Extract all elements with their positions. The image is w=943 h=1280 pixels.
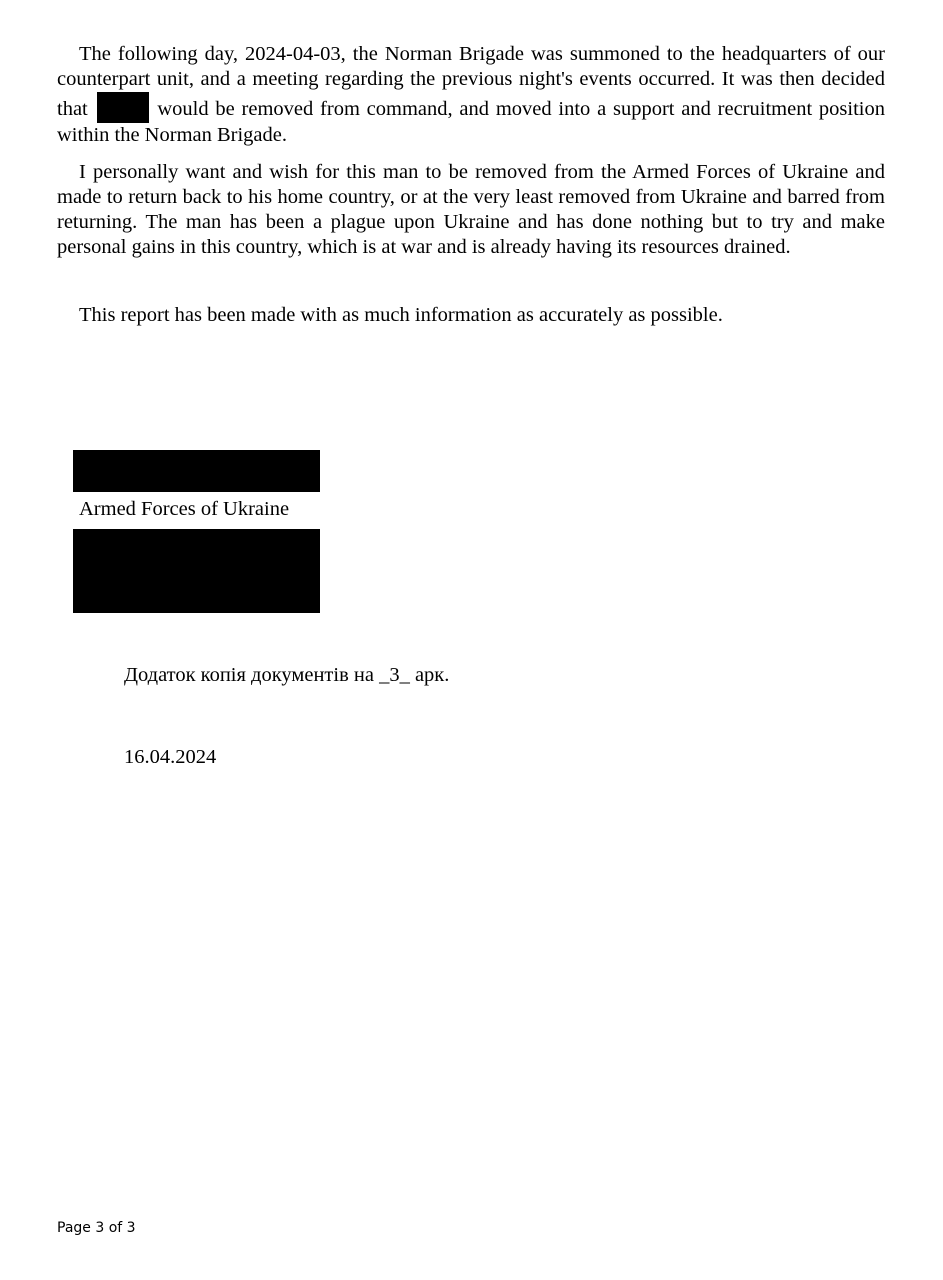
body-paragraph-1 (57, 42, 885, 148)
paragraph-1-text-start: The following day, 2024-04-03, the Norman Brigade was summoned to the headquarters of our counterpart unit, and a meeting regarding the previous night's events occurred. It was then decided that (57, 43, 885, 120)
redacted-signatory-name (73, 450, 320, 492)
paragraph-1-text-end: would be removed from command, and moved into a support and recruitment position within the Norman Brigade. (57, 98, 885, 146)
redacted-name-inline (97, 92, 149, 123)
body-paragraph-2: I personally want and wish for this man to be removed from the Armed Forces of Ukraine and made to return back to his home country, or at the very least removed from Ukraine and barred from returning. The man has been a plague upon Ukraine and has done nothing but to try and make personal gains in this country, which is at war and is already having its resources drained. (57, 161, 885, 258)
signature-organization: Armed Forces of Ukraine (79, 498, 290, 520)
document-date: 16.04.2024 (124, 746, 217, 768)
body-paragraph-3: This report has been made with as much information as accurately as possible. (79, 304, 723, 326)
page-number-footer: Page 3 of 3 (57, 1220, 136, 1236)
redacted-signatory-details (73, 529, 320, 613)
attachment-note: Додаток копія документів на _3_ арк. (124, 664, 450, 686)
